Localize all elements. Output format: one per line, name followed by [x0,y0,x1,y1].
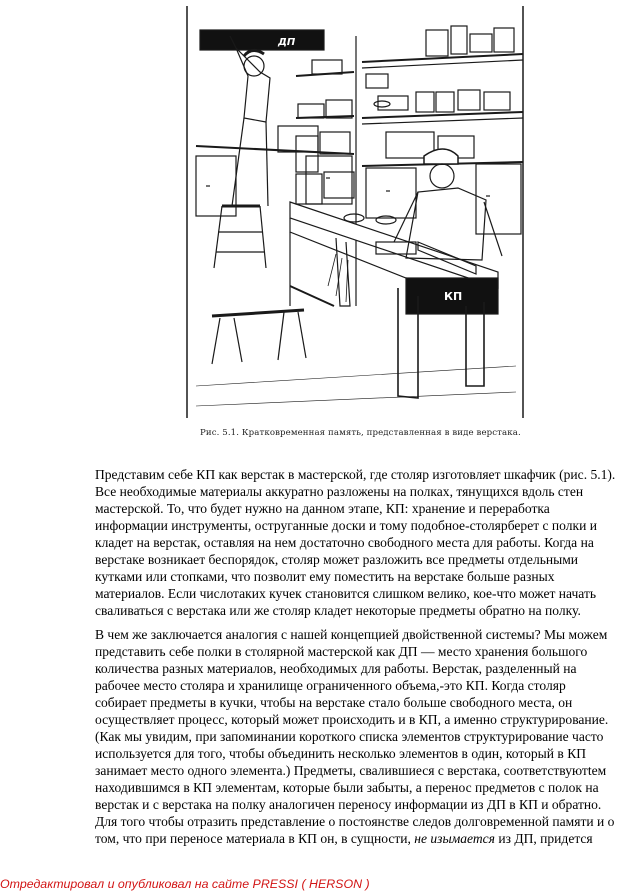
paragraph-line: Все необходимые материалы аккуратно разложены на полках, тянущихся вдоль стен [95,484,584,499]
paragraph-line: используется для того, чтобы объединить несколько элементов в один, который в КП [95,746,587,761]
figure-caption: Рис. 5.1. Кратковременная память, представленная в виде верстака. [200,428,521,438]
paragraph-line: количества разных материалов, необходимых для работы. Верстак, разделенный на [95,661,577,676]
paragraph-line: Представим себе КП как верстак в мастерской, где столяр изготовляет шкафчик (рис. 5.1). [95,467,616,482]
paragraph-line: кладет на верстак, оставляя на нем достаточно свободного места для работы. Когда на [95,535,594,550]
footer-credit: Отредактировал и опубликовал на сайте PRESSI ( HERSON ) [0,877,370,891]
paragraph-line: рабочее место столяра и хранилище ограниченного объема,-это КП. Когда столяр [95,678,566,693]
paragraph-line: мастерской. То, что будет нужно на данном этапе, КП: хранение и переработка [95,501,550,516]
bench-label-kp: КП [444,290,463,303]
paragraph-line: верстаке возникает беспорядок, столяр может разложить все предметы отдельными [95,552,579,567]
paragraph-1 [95,466,616,619]
workshop-drawing [186,6,526,418]
paragraph-line: информации инструменты, оструганные доски и тому подобное-столярберет с полки и [95,518,597,533]
paragraph-line: (Как мы увидим, при запоминании короткого списка элементов структурирование часто [95,729,604,744]
last-line-before: том, что при переносе материала в КП он, в сущности, [95,831,415,846]
paragraph-line: осуществляет процесс, который может происходить и в КП, а именно структурирование. [95,712,609,727]
paragraph-line: собирает предметы в кучки, чтобы на верстаке стало больше свободного места, он [95,695,573,710]
paragraph-line: сваливаться с верстака или же столяр кладет некоторые предметы обратно на полку. [95,603,581,618]
paragraph-line: В чем же заключается аналогия с нашей концепцией двойственной системы? Мы можем [95,627,608,642]
paragraph-line: Для того чтобы отразить представление о постоянстве следов долговременной памяти и о [95,814,615,829]
shelf-label-dp: ДП [278,37,296,48]
figure-illustration [186,6,526,418]
paragraph-2 [95,626,615,847]
paragraph-line: материалов. Если числотаких кучек становится слишком велико, кое-что может начать [95,586,597,601]
last-line-after: из ДП, придется [494,831,593,846]
paragraph-line: находившимся в КП элементам, которые были забыты, а перенос предметов с полок на [95,780,599,795]
emphasis-text: не изымается [414,831,495,846]
paragraph-line: кутками или стопками, что позволит ему поместить на верстаке больше разных [95,569,555,584]
paragraph-line: занимает место одного элемента.) Предметы, свалившиеся с верстака, соответствуютtем [95,763,607,778]
paragraph-last-line [95,830,605,847]
paragraph-line: верстак и с верстака на полку аналогичен переносу информации из ДП в КП и обратно. [95,797,602,812]
paragraph-line: представить себе полки в столярной мастерской как ДП — место хранения большого [95,644,588,659]
